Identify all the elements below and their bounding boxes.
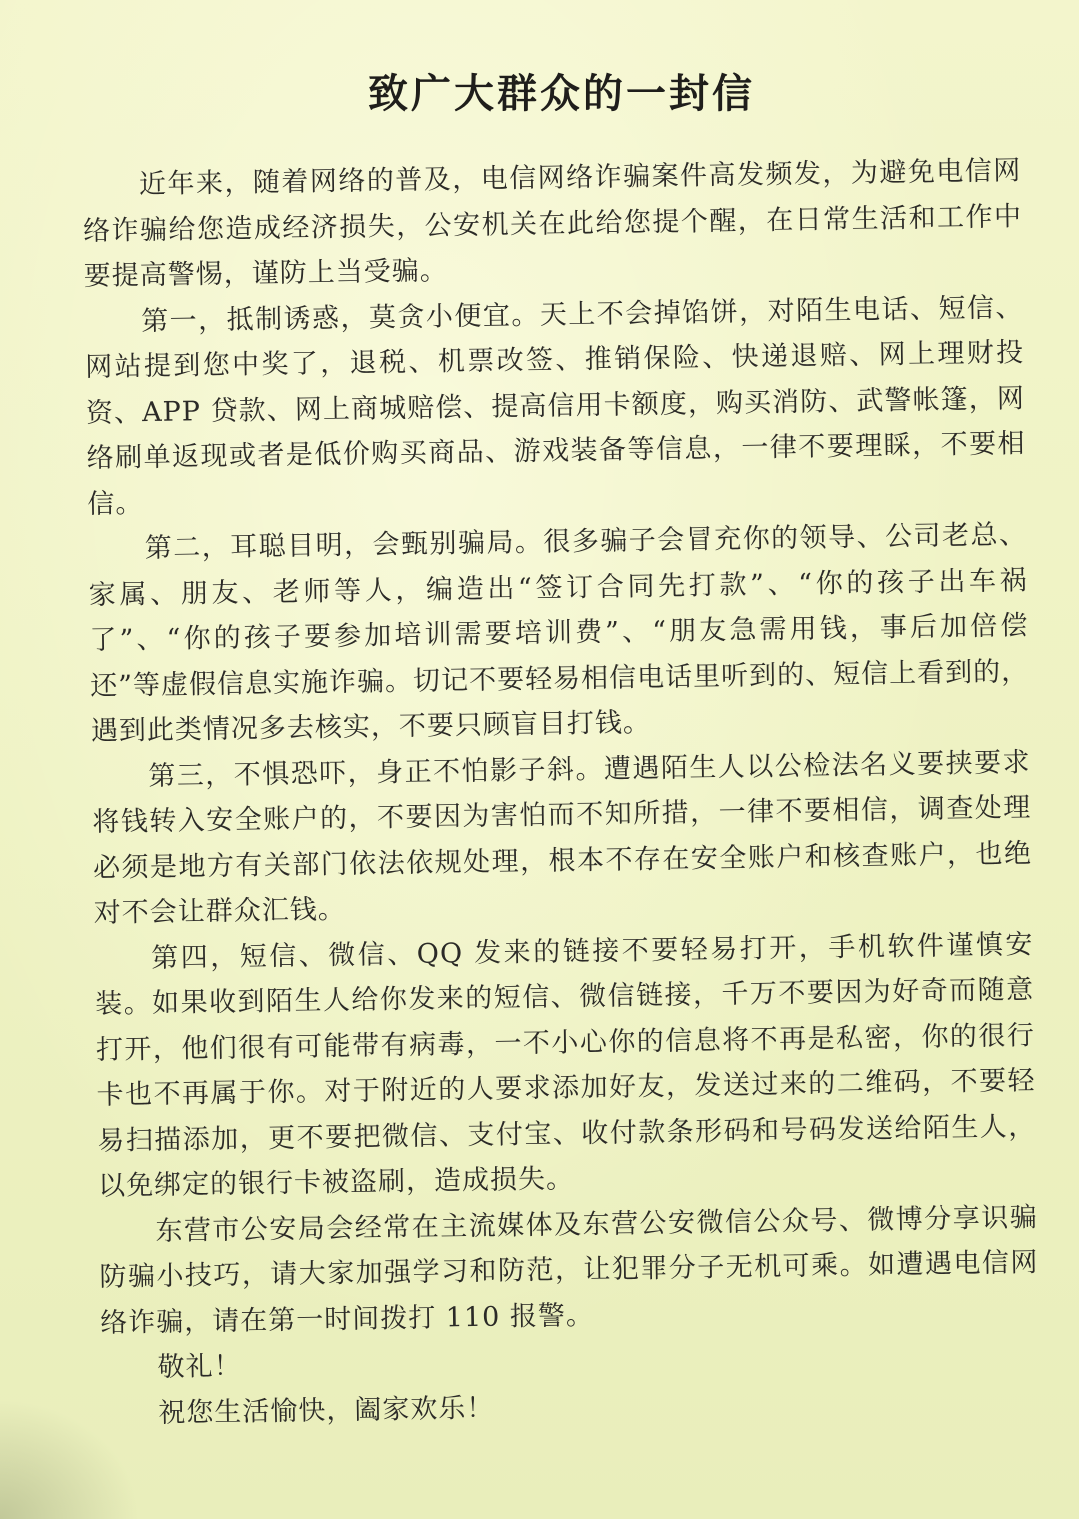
closing-salute: 敬礼！ — [157, 1350, 242, 1383]
letter-body — [82, 148, 1041, 1438]
letter-title: 致广大群众的一封信 — [368, 71, 755, 117]
point-four-paragraph: 第四，短信、微信、QQ 发来的链接不要轻易打开，手机软件谨慎安装。如果收到陌生人给你发来的短信、微信链接，千万不要因为好奇而随意打开，他们很有可能带有病毒，一不小心你的信息将不再是私密，你的很行卡也不再属于你。对于附近的人要求添加好友，发送过来的二维码，不要轻易扫描添加，更不要把微信、支付宝、收付款条形码和号码发送给陌生人，以免绑定的银行卡被盗刷，造成损失。 — [94, 928, 1037, 1202]
police-notice-paragraph: 东营市公安局会经常在主流媒体及东营公安微信公众号、微博分享识骗防骗小技巧，请大家加强学习和防范，让犯罪分子无机可乘。如遭遇电信网络诈骗，请在第一时间拨打 110 报警。 — [99, 1201, 1039, 1339]
point-one-paragraph: 第一，抵制诱惑，莫贪小便宜。天上不会掉馅饼，对陌生电话、短信、网站提到您中奖了，退税、机票改签、推销保险、快递退赔、网上理财投资、APP 贷款、网上商城赔偿、提高信用卡额度，购买消防、武警帐篷，网络刷单返现或者是低价购买商品、游戏装备等信息，一律不要理睬，不要相信。 — [84, 291, 1026, 520]
point-two-paragraph: 第二，耳聪目明，会甄别骗局。很多骗子会冒充你的领导、公司老总、家属、朋友、老师等人，编造出“签订合同先打款”、“你的孩子出车祸了”、“你的孩子要参加培训需要培训费”、“朋友急需用钱，事后加倍偿还”等虚假信息实施诈骗。切记不要轻易相信电话里听到的、短信上看到的，遇到此类情况多去核实，不要只顾盲目打钱。 — [88, 519, 1030, 747]
closing-wish: 祝您生活愉快，阖家欢乐！ — [158, 1392, 495, 1429]
point-three-paragraph: 第三，不惧恐吓，身正不怕影子斜。遭遇陌生人以公检法名义要挟要求将钱转入安全账户的，不要因为害怕而不知所措，一律不要相信，调查处理必须是地方有关部门依法依规处理，根本不存在安全账户和核查账户，也绝对不会让群众汇钱。 — [92, 746, 1033, 929]
intro-paragraph: 近年来，随着网络的普及，电信网络诈骗案件高发频发，为避免电信网络诈骗给您造成经济损失，公安机关在此给您提个醒，在日常生活和工作中要提高警惕，谨防上当受骗。 — [82, 155, 1023, 292]
